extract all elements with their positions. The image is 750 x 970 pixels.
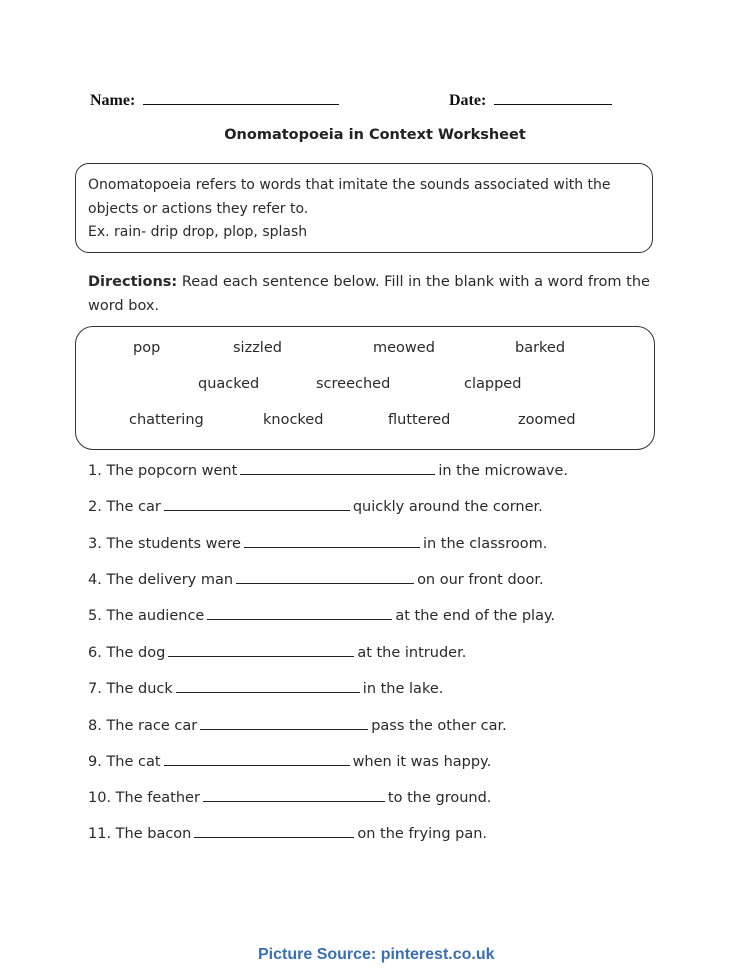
- directions-text: Read each sentence below. Fill in the blank with a word from the word box.: [88, 274, 650, 314]
- question-text: 10. The feather: [88, 790, 200, 806]
- question-8: [88, 717, 507, 734]
- word-box-item: clapped: [464, 376, 522, 392]
- answer-blank[interactable]: [176, 680, 360, 693]
- name-field[interactable]: [90, 90, 339, 110]
- answer-blank[interactable]: [164, 753, 350, 766]
- worksheet-title: Onomatopoeia in Context Worksheet: [224, 127, 526, 143]
- question-11: [88, 825, 487, 842]
- word-box-item: screeched: [316, 376, 391, 392]
- example-line: Ex. rain- drip drop, plop, splash: [88, 224, 308, 240]
- answer-blank[interactable]: [203, 789, 385, 802]
- word-box-item: sizzled: [233, 340, 282, 356]
- question-text: 9. The cat: [88, 754, 161, 770]
- question-text: 3. The students were: [88, 536, 241, 552]
- answer-blank[interactable]: [236, 571, 414, 584]
- name-blank[interactable]: [143, 90, 339, 105]
- word-box-item: quacked: [198, 376, 260, 392]
- question-5: [88, 607, 555, 624]
- question-text: quickly around the corner.: [352, 499, 543, 515]
- question-text: in the classroom.: [422, 536, 548, 552]
- question-6: [88, 644, 466, 661]
- answer-blank[interactable]: [200, 717, 368, 730]
- date-label: Date:: [449, 92, 487, 109]
- word-box-item: fluttered: [388, 412, 451, 428]
- question-text: on the frying pan.: [357, 826, 488, 842]
- question-text: to the ground.: [387, 790, 492, 806]
- question-text: 8. The race car: [88, 718, 198, 734]
- question-text: on our front door.: [417, 572, 544, 588]
- question-text: 11. The bacon: [88, 826, 192, 842]
- question-text: 2. The car: [88, 499, 161, 515]
- definition-box: [75, 163, 653, 253]
- directions-label: Directions:: [88, 274, 178, 290]
- question-10: [88, 789, 491, 806]
- word-box-item: meowed: [373, 340, 435, 356]
- question-text: in the lake.: [362, 681, 444, 697]
- question-7: [88, 680, 443, 697]
- definition-line: Onomatopoeia refers to words that imitate the sounds associated with the: [88, 177, 611, 193]
- question-text: 6. The dog: [88, 645, 166, 661]
- word-box-item: knocked: [263, 412, 324, 428]
- answer-blank[interactable]: [194, 825, 354, 838]
- question-text: 5. The audience: [88, 608, 205, 624]
- answer-blank[interactable]: [240, 462, 435, 475]
- question-text: in the microwave.: [438, 463, 569, 479]
- picture-source-caption: Picture Source: pinterest.co.uk: [258, 946, 495, 963]
- question-text: 7. The duck: [88, 681, 173, 697]
- name-label: Name:: [90, 92, 136, 109]
- question-text: when it was happy.: [352, 754, 492, 770]
- question-9: [88, 753, 491, 770]
- question-2: [88, 498, 543, 515]
- question-text: 1. The popcorn went: [88, 463, 238, 479]
- question-3: [88, 535, 547, 552]
- definition-line: objects or actions they refer to.: [88, 200, 309, 217]
- word-box-item: chattering: [129, 412, 204, 428]
- question-text: at the intruder.: [357, 645, 467, 661]
- answer-blank[interactable]: [168, 644, 354, 657]
- date-blank[interactable]: [494, 90, 612, 105]
- word-box-item: zoomed: [518, 412, 576, 428]
- word-box-item: pop: [133, 340, 161, 356]
- question-text: 4. The delivery man: [88, 572, 234, 588]
- question-text: at the end of the play.: [395, 608, 556, 624]
- directions: [88, 270, 678, 318]
- answer-blank[interactable]: [244, 535, 420, 548]
- word-box-item: barked: [515, 340, 566, 356]
- question-4: [88, 571, 544, 588]
- date-field[interactable]: [449, 90, 612, 110]
- question-1: [88, 462, 568, 479]
- question-text: pass the other car.: [371, 718, 507, 734]
- answer-blank[interactable]: [207, 607, 392, 620]
- answer-blank[interactable]: [164, 498, 350, 511]
